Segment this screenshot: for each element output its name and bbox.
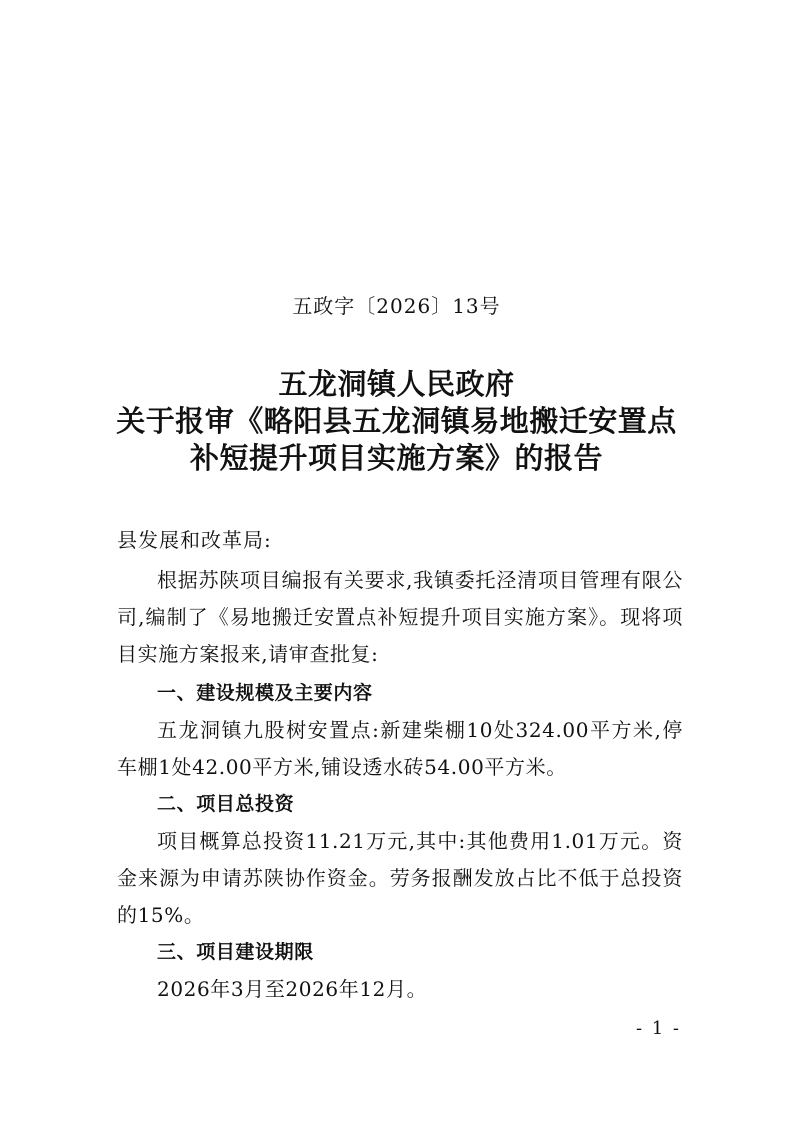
page-number: - 1 - (635, 1018, 681, 1039)
section-heading-2: 二、项目总投资 (157, 793, 295, 815)
section-heading-1: 一、建设规模及主要内容 (157, 682, 373, 704)
intro-paragraph: 根据苏陕项目编报有关要求,我镇委托泾清项目管理有限公司,编制了《易地搬迁安置点补短提升项目实施方案》。现将项目实施方案报来,请审查批复: (117, 568, 683, 666)
title-line-1: 五龙洞镇人民政府 (278, 367, 515, 401)
document-number: 五政字〔2026〕13号 (292, 294, 501, 318)
title-line-3: 补短提升项目实施方案》的报告 (189, 441, 603, 475)
section-heading-3: 三、项目建设期限 (157, 941, 314, 963)
recipient: 县发展和改革局: (117, 528, 272, 552)
section-text-1: 五龙洞镇九股树安置点:新建柴棚10处324.00平方米,停车棚1处42.00平方米,铺设透水砖54.00平方米。 (117, 718, 683, 779)
document-title (0, 366, 793, 477)
section-1 (117, 675, 683, 786)
section-3 (117, 934, 683, 1008)
section-2 (117, 786, 683, 934)
section-text-2: 项目概算总投资11.21万元,其中:其他费用1.01万元。资金来源为申请苏陕协作资金。劳务报酬发放占比不低于总投资的15%。 (117, 829, 683, 927)
intro-section (117, 562, 683, 673)
section-text-3: 2026年3月至2026年12月。 (157, 977, 428, 1001)
title-line-2: 关于报审《略阳县五龙洞镇易地搬迁安置点 (116, 404, 677, 438)
